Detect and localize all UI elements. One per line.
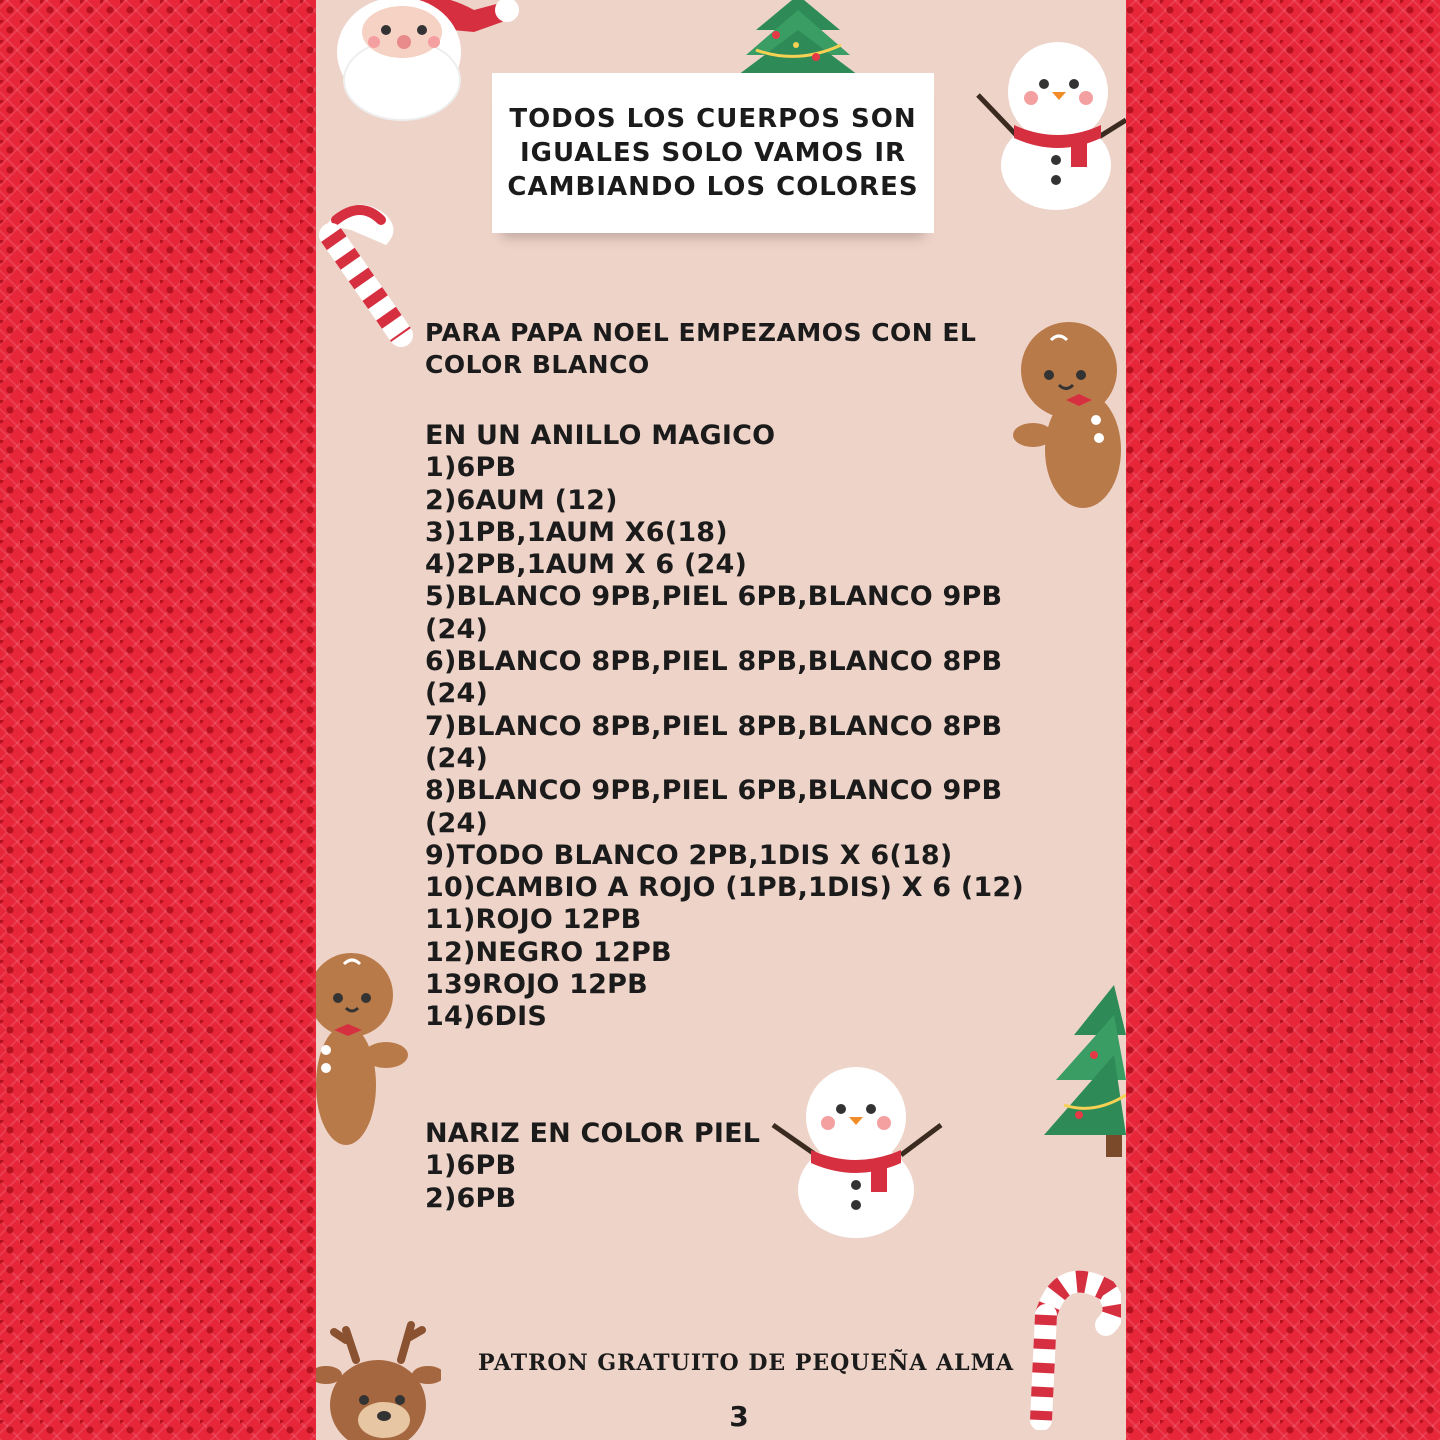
pattern-rows — [425, 420, 1024, 1034]
title-line: CAMBIANDO LOS COLORES — [507, 172, 919, 202]
nose-section — [425, 1118, 760, 1215]
candy-cane-icon — [316, 195, 416, 350]
pattern-row: (24) — [425, 678, 489, 710]
pattern-row: 7)BLANCO 8PB,PIEL 8PB,BLANCO 8PB — [425, 710, 1003, 742]
pattern-row: 10)CAMBIO A ROJO (1PB,1DIS) X 6 (12) — [425, 872, 1024, 904]
intro-text — [425, 317, 976, 381]
pattern-row: 9)TODO BLANCO 2PB,1DIS X 6(18) — [425, 839, 953, 871]
footer-credit: PATRON GRATUITO DE PEQUEÑA ALMA — [477, 1350, 1015, 1376]
page-number: 3 — [729, 1400, 749, 1433]
pattern-page — [316, 0, 1126, 1440]
pattern-heading: EN UN ANILLO MAGICO — [425, 420, 776, 451]
pattern-row: 4)2PB,1AUM X 6 (24) — [425, 549, 748, 581]
pattern-row: 11)ROJO 12PB — [425, 904, 642, 936]
title-card — [492, 73, 934, 233]
pattern-row: 5)BLANCO 9PB,PIEL 6PB,BLANCO 9PB — [425, 581, 1003, 613]
snowman-icon — [771, 1065, 946, 1240]
gingerbread-man-icon — [1011, 320, 1126, 515]
pattern-row: (24) — [425, 613, 489, 645]
pattern-row: 139ROJO 12PB — [425, 969, 648, 1001]
title-line: IGUALES SOLO VAMOS IR — [519, 138, 907, 168]
reindeer-icon — [316, 1320, 441, 1440]
candy-cane-icon — [1016, 1270, 1121, 1430]
santa-icon — [324, 0, 519, 127]
nose-row: 2)6PB — [425, 1182, 517, 1214]
intro-line: PARA PAPA NOEL EMPEZAMOS CON EL — [425, 318, 977, 347]
gingerbread-man-icon — [316, 950, 411, 1150]
pattern-row: 2)6AUM (12) — [425, 484, 618, 516]
pattern-row: (24) — [425, 742, 489, 774]
pattern-row: 6)BLANCO 8PB,PIEL 8PB,BLANCO 8PB — [425, 646, 1003, 678]
christmas-tree-icon — [736, 0, 861, 75]
pattern-row: 3)1PB,1AUM X6(18) — [425, 516, 728, 548]
nose-heading: NARIZ EN COLOR PIEL — [425, 1118, 761, 1149]
nose-row: 1)6PB — [425, 1150, 517, 1182]
title-line: TODOS LOS CUERPOS SON — [509, 104, 917, 134]
pattern-row: 12)NEGRO 12PB — [425, 936, 672, 968]
pattern-row: 1)6PB — [425, 452, 517, 484]
pattern-row: (24) — [425, 807, 489, 839]
intro-line: COLOR BLANCO — [425, 350, 650, 379]
christmas-tree-icon — [1044, 985, 1126, 1160]
pattern-row: 8)BLANCO 9PB,PIEL 6PB,BLANCO 9PB — [425, 775, 1003, 807]
pattern-row: 14)6DIS — [425, 1001, 548, 1033]
snowman-icon — [976, 40, 1126, 210]
